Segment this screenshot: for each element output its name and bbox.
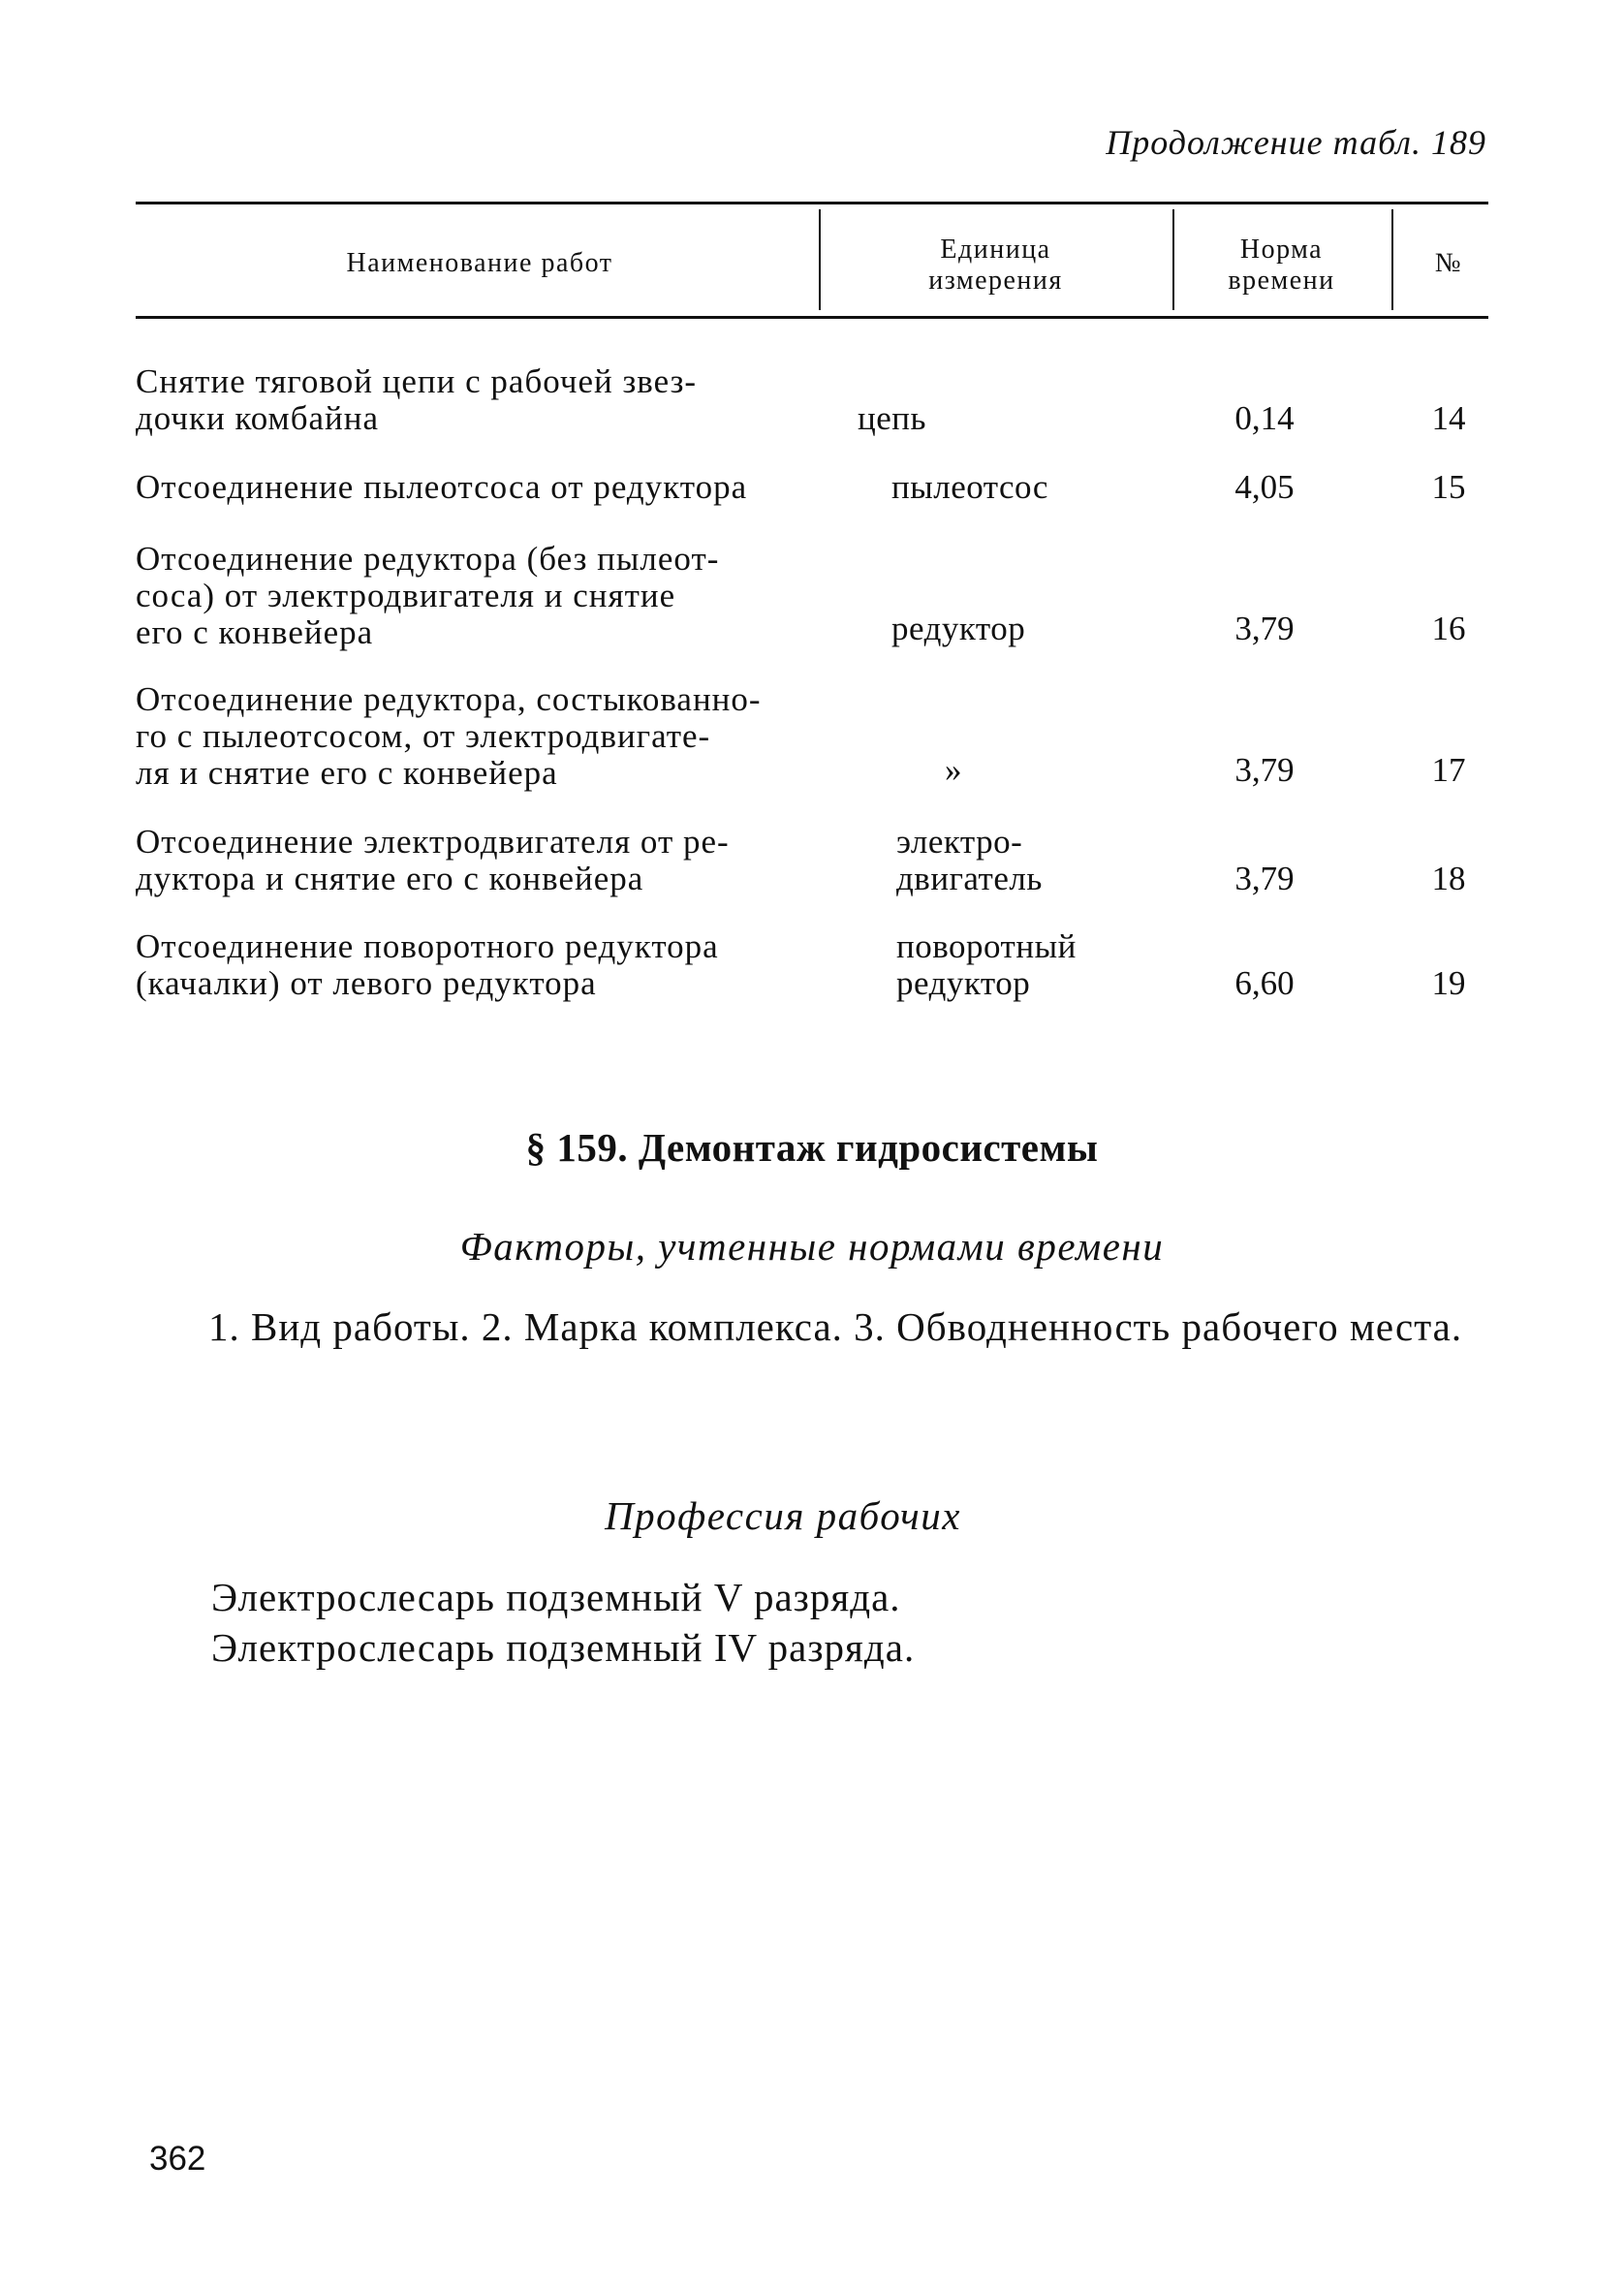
table-row-name: Отсоединение редуктора (без пылеот- соса) от электродвигателя и снятие его с конвейера bbox=[136, 540, 720, 651]
table-row-norm: 3,79 bbox=[1234, 751, 1295, 789]
header-divider bbox=[1172, 209, 1174, 310]
table-row-unit: редуктор bbox=[891, 610, 1026, 647]
factors-paragraph: 1. Вид работы. 2. Марка комплекса. 3. Обводненность рабочего места. bbox=[208, 1304, 1463, 1349]
table-row-norm: 0,14 bbox=[1234, 399, 1295, 437]
table-row-unit: электро- двигатель bbox=[896, 823, 1043, 897]
table-top-rule bbox=[136, 202, 1488, 204]
table-header-rule bbox=[136, 316, 1488, 319]
table-row-unit: поворотный редуктор bbox=[896, 927, 1077, 1002]
header-divider bbox=[819, 209, 821, 310]
table-row-name: Отсоединение поворотного редуктора (качалки) от левого редуктора bbox=[136, 927, 719, 1002]
table-row-norm: 3,79 bbox=[1234, 610, 1295, 647]
table-row-number: 18 bbox=[1431, 860, 1466, 897]
table-row-name: Отсоединение редуктора, состыкованно- го с пылеотсосом, от электродвигате- ля и снятие его с конвейера bbox=[136, 680, 762, 792]
table-row-name: Снятие тяговой цепи с рабочей звез- дочки комбайна bbox=[136, 362, 698, 437]
table-row-number: 17 bbox=[1431, 751, 1466, 789]
worker-item: Электрослесарь подземный IV разряда. bbox=[211, 1625, 916, 1670]
table-row-norm: 4,05 bbox=[1234, 468, 1295, 506]
page-number: 362 bbox=[149, 2140, 206, 2178]
header-name: Наименование работ bbox=[346, 248, 613, 278]
table-row-number: 16 bbox=[1431, 610, 1466, 647]
table-row-unit: цепь bbox=[858, 399, 926, 437]
table-row-number: 14 bbox=[1431, 399, 1466, 437]
factors-heading: Факторы, учтенные нормами времени bbox=[459, 1224, 1165, 1269]
header-norm: Норма времени bbox=[1228, 235, 1335, 296]
table-row-unit: пылеотсос bbox=[891, 468, 1048, 506]
header-number: № bbox=[1434, 248, 1463, 278]
table-row-number: 19 bbox=[1431, 964, 1466, 1002]
table-row-name: Отсоединение электродвигателя от ре- дуктора и снятие его с конвейера bbox=[136, 823, 730, 897]
worker-item: Электрослесарь подземный V разряда. bbox=[211, 1575, 901, 1619]
header-divider bbox=[1391, 209, 1393, 310]
table-row-unit: » bbox=[945, 751, 962, 789]
table-row-norm: 6,60 bbox=[1234, 964, 1295, 1002]
header-unit: Единица измерения bbox=[928, 235, 1063, 296]
table-row-name: Отсоединение пылеотсоса от редуктора bbox=[136, 468, 748, 506]
section-title: § 159. Демонтаж гидросистемы bbox=[525, 1125, 1099, 1170]
table-row-norm: 3,79 bbox=[1234, 860, 1295, 897]
table-row-number: 15 bbox=[1431, 468, 1466, 506]
workers-heading: Профессия рабочих bbox=[605, 1493, 961, 1538]
table-continuation-label: Продолжение табл. 189 bbox=[1106, 123, 1486, 162]
